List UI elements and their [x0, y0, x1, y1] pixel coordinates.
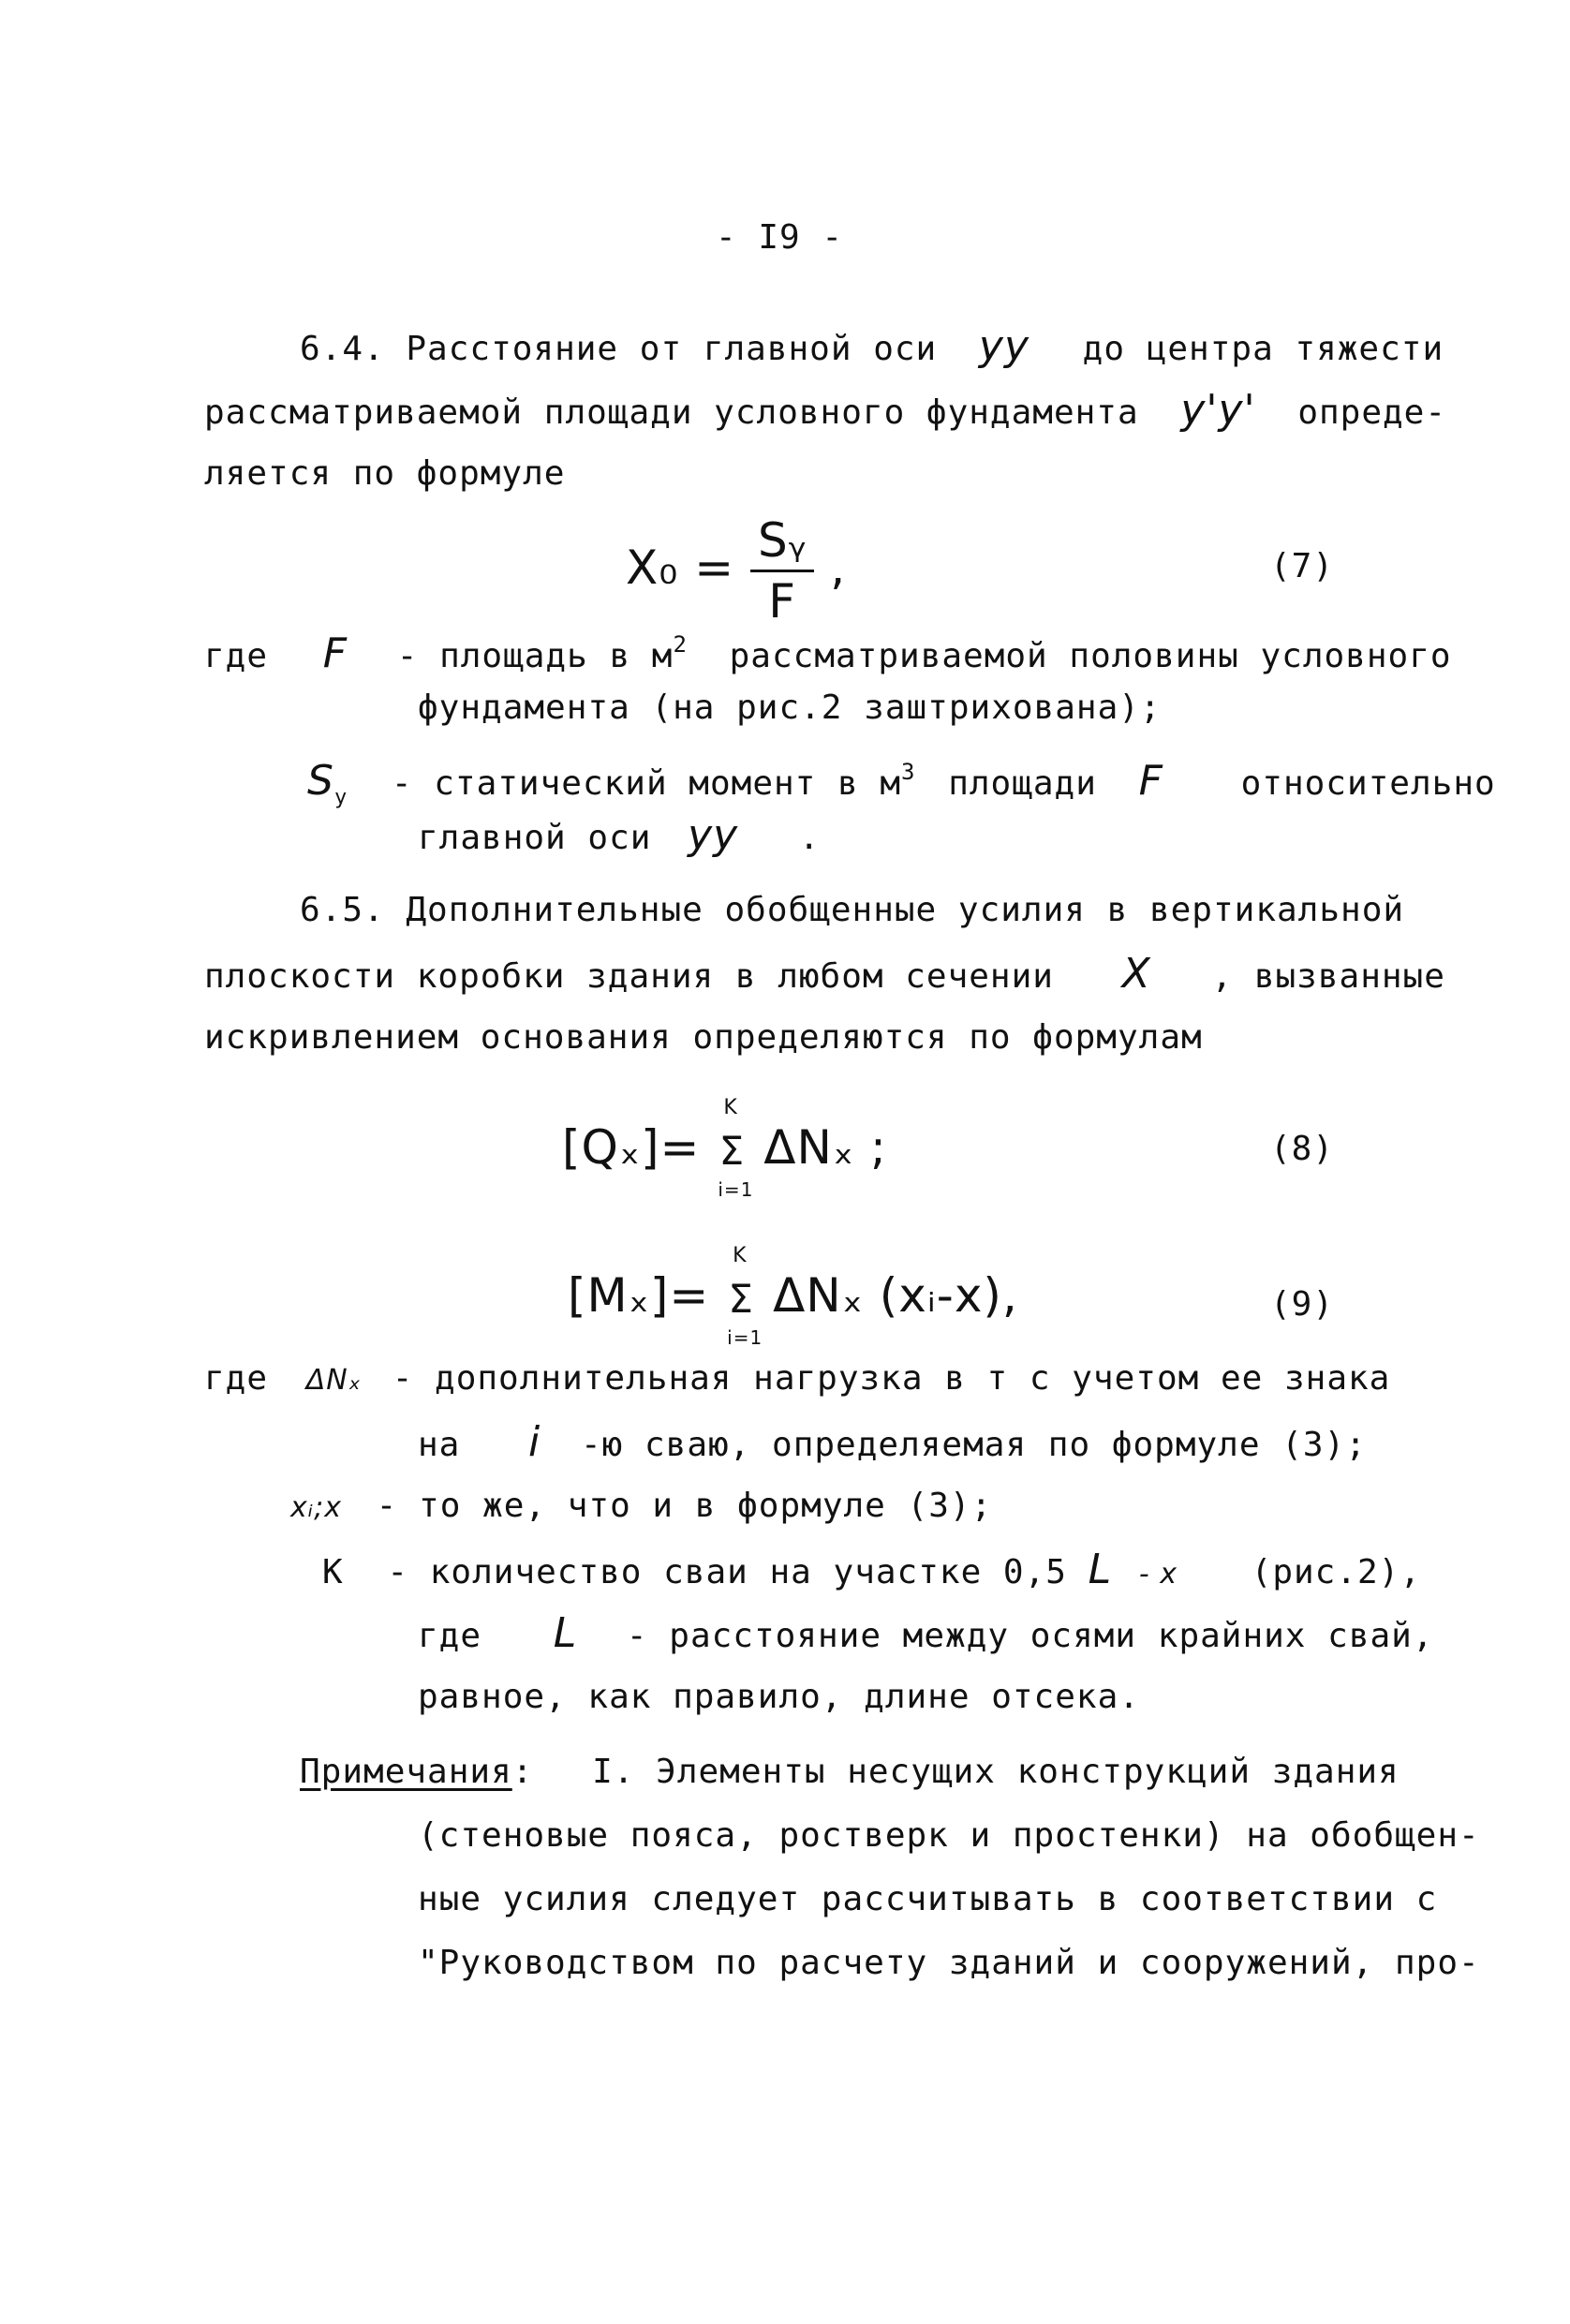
- text: 6.4. Расстояние от главной оси: [300, 330, 938, 368]
- def-S-line-2: [418, 813, 821, 861]
- notes-line-4: "Руководством по расчету зданий и сооружений, про-: [418, 1944, 1480, 1982]
- def-k-line-3: равное, как правило, длине отсека.: [418, 1678, 1140, 1716]
- text: -ю сваю, определяемая по формуле (3);: [580, 1426, 1367, 1464]
- fraction-bar: [750, 570, 814, 572]
- text: - количество сваи на участке 0,5: [387, 1553, 1067, 1591]
- formula-9: [568, 1243, 1018, 1349]
- def-dN-line-2: [418, 1420, 1367, 1468]
- formula-9-rhs: ΔNₓ (xᵢ-x),: [773, 1268, 1018, 1323]
- axis-yy-symbol: yy: [688, 811, 739, 859]
- def-F-line-2: фундамента (на рис.2 заштрихована);: [418, 688, 1162, 727]
- superscript-2: 2: [673, 631, 688, 658]
- text: - дополнительная нагрузка в т с учетом ее знака: [392, 1359, 1391, 1398]
- axis-yy-prime-symbol: y'y': [1180, 386, 1256, 434]
- notes-label: Примечания: [300, 1753, 512, 1791]
- section-6-4-line-2: [204, 388, 1446, 436]
- text: до центра тяжести: [1082, 330, 1444, 368]
- formula-7: [626, 513, 846, 629]
- F-symbol: F: [1138, 757, 1163, 805]
- subscript-y: y: [333, 786, 348, 809]
- notes-colon: :: [511, 1753, 534, 1791]
- text: - площадь в м: [396, 637, 674, 675]
- text: рассматриваемой половины условного: [729, 637, 1452, 675]
- notes-line-3: ные усилия следует рассчитывать в соответствии с: [418, 1880, 1438, 1918]
- L-symbol: L: [553, 1609, 578, 1657]
- text: относительно: [1240, 764, 1496, 803]
- text: рассматриваемой площади условного фундамента: [204, 393, 1139, 432]
- sigma-symbol: Σ: [728, 1275, 754, 1322]
- text: I. Элементы несущих конструкций здания: [592, 1753, 1400, 1791]
- section-6-4-line-1: [300, 324, 1444, 372]
- def-dN-line-1: [204, 1356, 1390, 1403]
- period: .: [798, 819, 821, 857]
- text: , вызванные: [1211, 957, 1445, 996]
- def-F-line-1: [204, 622, 1452, 679]
- L-symbol: L: [1088, 1546, 1113, 1593]
- formula-7-denominator: F: [768, 574, 797, 629]
- formula-7-fraction: [750, 513, 814, 629]
- text: где: [418, 1617, 482, 1655]
- summation: [725, 1243, 763, 1349]
- text: - то же, что и в формуле (3);: [376, 1487, 993, 1525]
- equation-number-8: (8): [1270, 1130, 1335, 1168]
- sum-upper-limit: K: [723, 1095, 738, 1119]
- notes-line-1: [300, 1750, 1400, 1795]
- text: площади: [948, 764, 1097, 803]
- axis-yy-symbol: yy: [978, 322, 1029, 370]
- formula-7-numerator: Sᵧ: [758, 513, 807, 568]
- text: опреде-: [1297, 393, 1447, 432]
- formula-7-lhs: X₀ =: [626, 540, 735, 595]
- formula-8-rhs: ΔNₓ ;: [763, 1120, 887, 1175]
- delta-N-symbol: ΔNₓ: [305, 1364, 362, 1397]
- section-6-5-line-3: искривлением основания определяются по формулам: [204, 1018, 1203, 1057]
- sum-lower-limit: i=1: [727, 1325, 763, 1349]
- def-k-line-1: [322, 1547, 1421, 1597]
- section-6-5-line-2: [204, 952, 1445, 999]
- text: - статический момент в м: [391, 764, 902, 803]
- sum-lower-limit: i=1: [718, 1177, 754, 1201]
- text: где: [204, 1359, 269, 1398]
- sigma-symbol: Σ: [718, 1127, 746, 1174]
- equation-number-9: (9): [1270, 1285, 1335, 1324]
- text: плоскости коробки здания в любом сечении: [204, 957, 1054, 996]
- k-symbol: K: [322, 1553, 344, 1591]
- sum-upper-limit: K: [733, 1243, 748, 1267]
- i-symbol: i: [528, 1418, 541, 1466]
- text: главной оси: [418, 819, 652, 857]
- xi-x-symbol: xᵢ;x: [290, 1491, 342, 1524]
- text: на: [418, 1426, 461, 1464]
- formula-8: [562, 1095, 887, 1201]
- formula-7-comma: ,: [830, 540, 847, 595]
- def-xi-line: [290, 1484, 992, 1531]
- def-k-line-2: [418, 1611, 1434, 1659]
- minus-x-symbol: - x: [1138, 1558, 1178, 1591]
- formula-8-lhs: [Qₓ]=: [562, 1120, 701, 1175]
- page-number: - I9 -: [716, 218, 844, 257]
- def-S-line-1: [307, 749, 1496, 821]
- superscript-3: 3: [901, 759, 916, 785]
- notes-line-2: (стеновые пояса, ростверк и простенки) на обобщен-: [418, 1816, 1480, 1855]
- equation-number-7: (7): [1270, 547, 1335, 585]
- section-6-5-line-1: 6.5. Дополнительные обобщенные усилия в вертикальной: [300, 891, 1405, 929]
- x-symbol: X: [1121, 950, 1151, 998]
- F-symbol: F: [322, 629, 348, 677]
- S-symbol: S: [307, 757, 334, 805]
- formula-9-lhs: [Mₓ]=: [568, 1268, 710, 1323]
- text: - расстояние между осями крайних свай,: [626, 1617, 1434, 1655]
- text: (рис.2),: [1251, 1553, 1422, 1591]
- summation: [716, 1095, 754, 1201]
- text: где: [204, 637, 269, 675]
- section-6-4-line-3: ляется по формуле: [204, 454, 566, 493]
